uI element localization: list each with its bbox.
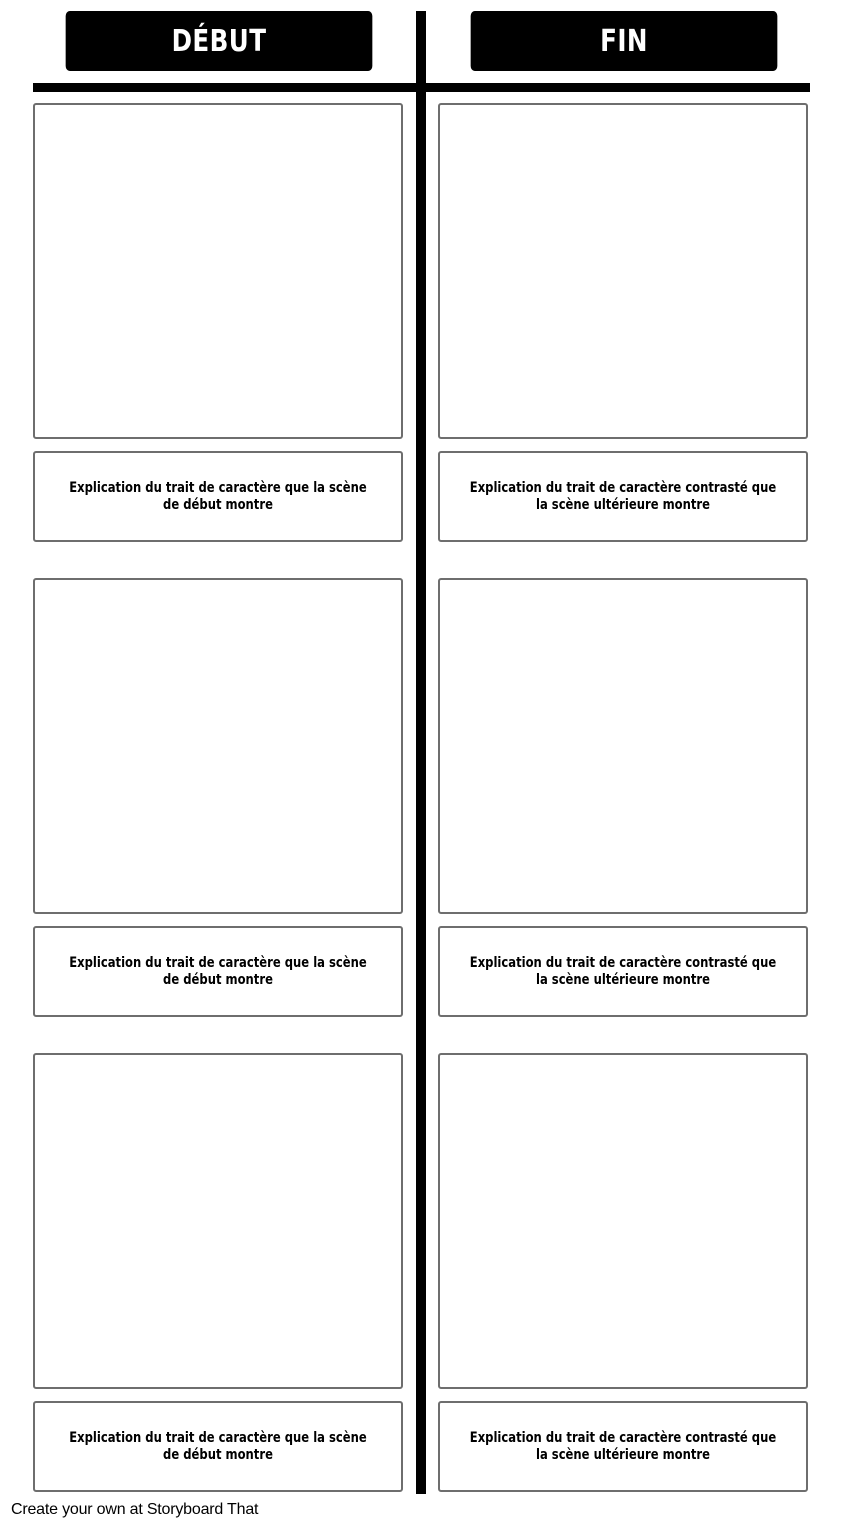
description-cell-debut-2[interactable] (33, 926, 403, 1017)
description-text: Explication du trait de caractère contrasté que la scène ultérieure montre (469, 954, 777, 988)
footer-credit-link[interactable]: Create your own at Storyboard That (11, 1501, 259, 1518)
column-header-fin: FIN (471, 11, 778, 71)
scene-image-cell-fin-1[interactable] (438, 103, 808, 439)
description-text: Explication du trait de caractère que la scène de début montre (69, 1429, 367, 1463)
description-cell-fin-1[interactable] (438, 451, 808, 542)
scene-image-cell-fin-3[interactable] (438, 1053, 808, 1389)
scene-image-cell-debut-1[interactable] (33, 103, 403, 439)
vertical-divider (416, 11, 426, 1494)
description-cell-fin-3[interactable] (438, 1401, 808, 1492)
description-cell-debut-1[interactable] (33, 451, 403, 542)
description-cell-fin-2[interactable] (438, 926, 808, 1017)
description-text: Explication du trait de caractère que la scène de début montre (69, 479, 367, 513)
description-text: Explication du trait de caractère contrasté que la scène ultérieure montre (469, 1429, 777, 1463)
scene-image-cell-debut-2[interactable] (33, 578, 403, 914)
scene-image-cell-fin-2[interactable] (438, 578, 808, 914)
description-text: Explication du trait de caractère que la scène de début montre (69, 954, 367, 988)
description-cell-debut-3[interactable] (33, 1401, 403, 1492)
column-header-debut: DÉBUT (66, 11, 373, 71)
scene-image-cell-debut-3[interactable] (33, 1053, 403, 1389)
description-text: Explication du trait de caractère contrasté que la scène ultérieure montre (469, 479, 777, 513)
